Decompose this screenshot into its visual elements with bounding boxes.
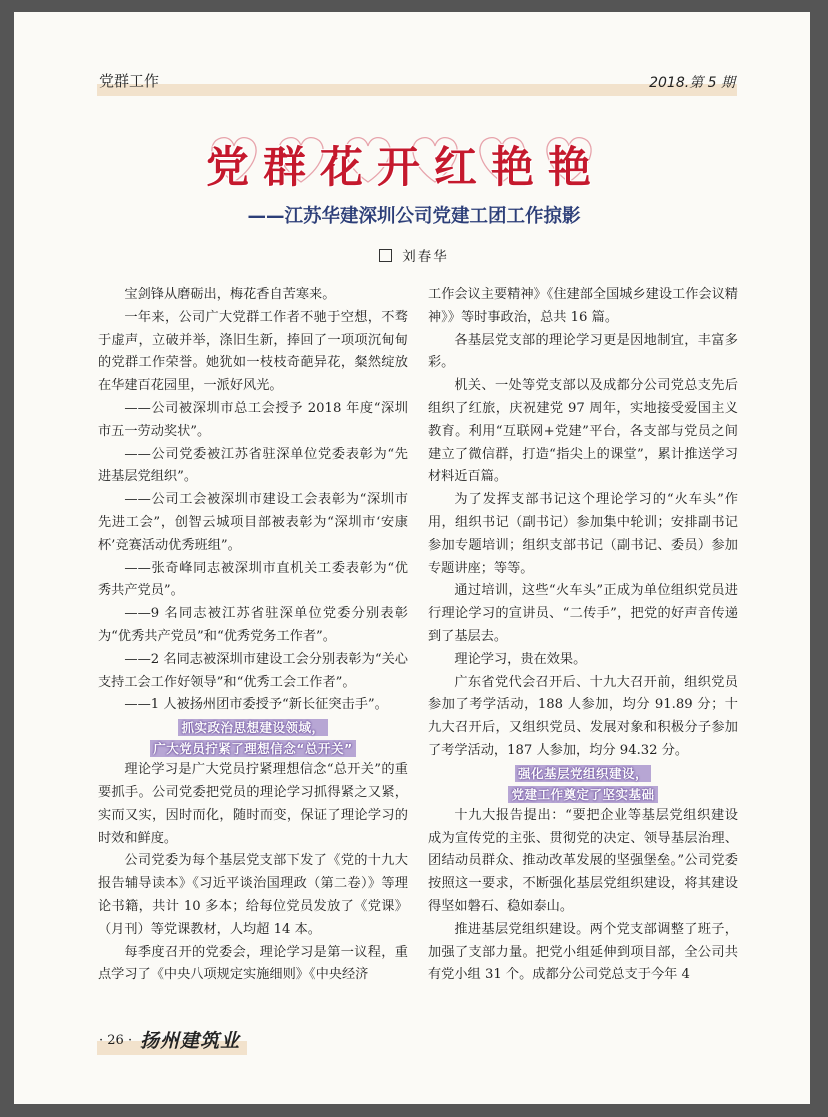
paragraph: 机关、一处等党支部以及成都分公司党总支先后组织了红旅，庆祝建党 97 周年，实地接受爱国主义教育。利用“互联网+党建”平台，各支部与党员之间建立了微信群，打造“指尖上的课堂”，累计推送学习材料近百篇。 <box>428 378 738 485</box>
paragraph: 为了发挥支部书记这个理论学习的“火车头”作用，组织书记（副书记）参加集中轮训；安排副书记参加专题培训；组织支部书记（副书记、委员）参加专题讲座；等等。 <box>428 492 738 576</box>
section-label: 党群工作 <box>99 72 160 90</box>
paragraph: 推进基层党组织建设。两个党支部调整了班子，加强了支部力量。把党小组延伸到项目部，全公司共有党小组 31 个。成都分公司党总支于今年 4 <box>428 921 738 983</box>
paragraph: 每季度召开的党委会，理论学习是第一议程，重点学习了《中央八项规定实施细则》《中央经济 <box>98 944 408 983</box>
section-heading <box>428 763 738 784</box>
article-title: 党群花开红艳艳 <box>206 143 605 193</box>
author-name: 刘春华 <box>402 249 449 265</box>
author-box-icon <box>379 249 392 262</box>
publication-logo: 扬州建筑业 <box>140 1030 241 1052</box>
section-heading-text: 党建工作奠定了坚实基础 <box>508 786 657 803</box>
paragraph: 一年来，公司广大党群工作者不驰于空想，不骛于虚声，立破并举，涤旧生新，捧回了一项项沉甸甸的党群工作荣誉。她犹如一枝枝奇葩异花，粲然绽放在华建百花园里，一派好风光。 <box>98 309 408 394</box>
paragraph: ——公司被深圳市总工会授予 2018 年度“深圳市五一劳动奖状”。 <box>98 400 408 439</box>
paragraph: 宝剑锋从磨砺出，梅花香自苦寒来。 <box>124 287 336 302</box>
left-column <box>98 284 408 987</box>
section-heading <box>98 738 408 759</box>
issue-label: 2018.第 5 期 <box>649 75 735 91</box>
paragraph: ——张奇峰同志被深圳市直机关工委表彰为“优秀共产党员”。 <box>98 560 408 599</box>
paragraph: 工作会议主要精神》《住建部全国城乡建设工作会议精神》》等时事政治，总共 16 篇。 <box>428 287 738 325</box>
section-heading-text: 广大党员拧紧了理想信念“总开关” <box>150 740 355 757</box>
section-heading <box>428 784 738 805</box>
paragraph: 各基层党支部的理论学习更是因地制宜，丰富多彩。 <box>428 332 738 371</box>
paragraph: 广东省党代会召开后、十九大召开前，组织党员参加了考学活动，188 人参加，均分 91.89 分；十九大召开后，又组织党员、发展对象和积极分子参加了考学活动，187 人参加，均分 94.32 分。 <box>428 674 738 758</box>
paragraph: ——公司工会被深圳市建设工会表彰为“深圳市先进工会”，创智云城项目部被表彰为“深圳市‘安康杯’竞赛活动优秀班组”。 <box>98 492 408 553</box>
header-band <box>97 70 737 96</box>
paragraph: 理论学习，贵在效果。 <box>454 651 587 667</box>
section-heading-text: 强化基层党组织建设， <box>515 765 651 782</box>
page-number: · 26 · <box>99 1033 133 1048</box>
paragraph: 十九大报告提出：“要把企业等基层党组织建设成为宣传党的主张、贯彻党的决定、领导基层治理、团结动员群众、推动改革发展的坚强堡垒。”公司党委按照这一要求，不断强化基层党组织建设，将其建设得坚如磐石、稳如泰山。 <box>428 807 738 914</box>
author-line <box>0 245 828 265</box>
paragraph: 公司党委为每个基层党支部下发了《党的十九大报告辅导读本》《习近平谈治国理政（第二卷）》等理论书籍，共计 10 多本；给每位党员发放了《党课》（月刊）等党课教材，人均超 14 本。 <box>98 853 408 937</box>
paragraph: ——9 名同志被江苏省驻深单位党委分别表彰为“优秀共产党员”和“优秀党务工作者”。 <box>98 606 408 644</box>
paragraph: 通过培训，这些“火车头”正成为单位组织党员进行理论学习的宣讲员、“二传手”，把党的好声音传递到了基层去。 <box>428 583 738 644</box>
article-title-block <box>0 130 828 192</box>
right-column <box>428 284 738 987</box>
paragraph: ——公司党委被江苏省驻深单位党委表彰为“先进基层党组织”。 <box>98 446 408 485</box>
article-subtitle: ——江苏华建深圳公司党建工团工作掠影 <box>247 206 581 227</box>
section-heading-text: 抓实政治思想建设领域， <box>178 719 327 736</box>
paragraph: ——2 名同志被深圳市建设工会分别表彰为“关心支持工会工作好领导”和“优秀工会工作者”。 <box>98 651 408 690</box>
paragraph: 理论学习是广大党员拧紧理想信念“总开关”的重要抓手。公司党委把党员的理论学习抓得紧之又紧，实而又实，因时而化，随时而变，保证了理论学习的时效和鲜度。 <box>98 762 408 846</box>
section-heading <box>98 717 408 738</box>
paragraph: ——1 人被扬州团市委授予“新长征突击手”。 <box>124 697 388 713</box>
